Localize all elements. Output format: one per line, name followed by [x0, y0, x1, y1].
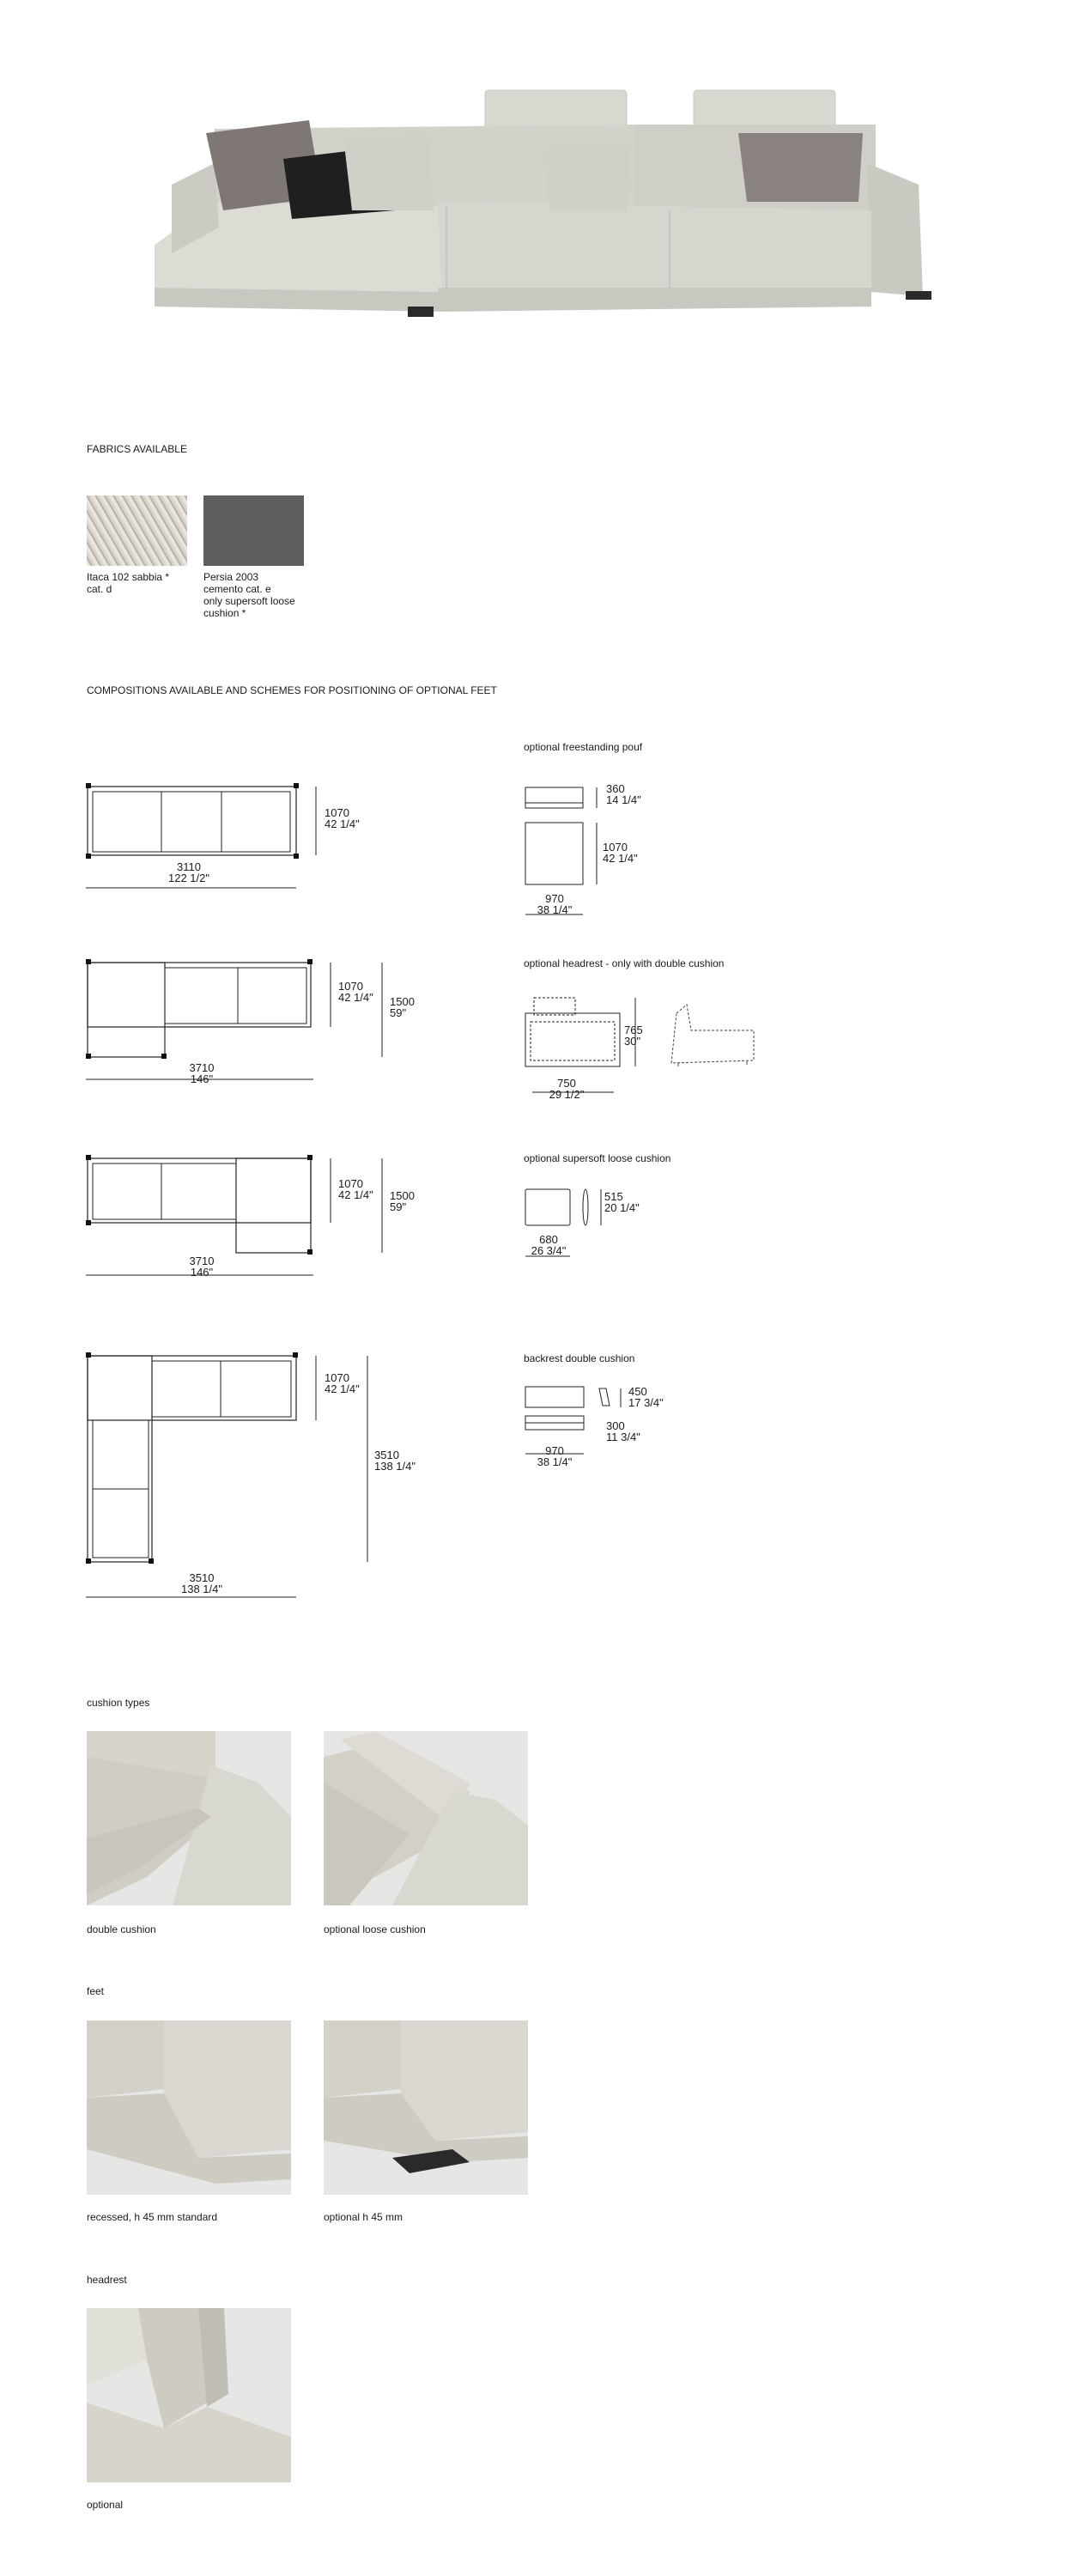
cushion-types-heading: cushion types — [87, 1697, 150, 1709]
recessed-feet-photo — [87, 2020, 291, 2195]
pouf-height: 360 14 1/4" — [606, 782, 641, 806]
composition-3-depth-total: 1500 59" — [390, 1189, 415, 1213]
composition-2-depth: 1070 42 1/4" — [338, 980, 373, 1004]
loose-cushion-height: 515 20 1/4" — [604, 1190, 640, 1214]
pouf-width: 970 38 1/4" — [537, 892, 573, 916]
optional-feet-caption: optional h 45 mm — [324, 2211, 403, 2223]
loose-cushion-width: 680 26 3/4" — [531, 1233, 567, 1257]
composition-2-diagram — [86, 959, 412, 1088]
headrest-heading: headrest — [87, 2274, 127, 2286]
optional-feet-photo — [324, 2020, 528, 2195]
loose-cushion-title: optional supersoft loose cushion — [524, 1152, 671, 1164]
composition-3-diagram — [86, 1155, 412, 1284]
double-cushion-photo — [87, 1731, 291, 1905]
fabric-label-itaca: Itaca 102 sabbia * cat. d — [87, 571, 170, 595]
pouf-depth: 1070 42 1/4" — [603, 841, 638, 865]
headrest-width: 750 29 1/2" — [549, 1077, 585, 1101]
fabric-label-persia: Persia 2003 cemento cat. e only supersoft loose cushion * — [203, 571, 295, 619]
fabric-swatch-persia[interactable] — [203, 495, 304, 566]
composition-3-depth: 1070 42 1/4" — [338, 1177, 373, 1201]
fabrics-heading: FABRICS AVAILABLE — [87, 443, 187, 455]
composition-1-depth: 1070 42 1/4" — [325, 806, 360, 830]
composition-1-width: 3110 122 1/2" — [168, 860, 209, 884]
backrest-height-2: 300 11 3/4" — [606, 1419, 640, 1443]
double-cushion-caption: double cushion — [87, 1923, 156, 1935]
pouf-title: optional freestanding pouf — [524, 741, 643, 753]
loose-cushion-photo — [324, 1731, 528, 1905]
compositions-heading: COMPOSITIONS AVAILABLE AND SCHEMES FOR POSITIONING OF OPTIONAL FEET — [87, 684, 497, 696]
feet-heading: feet — [87, 1985, 105, 1997]
backrest-width: 970 38 1/4" — [537, 1444, 573, 1468]
backrest-height-1: 450 17 3/4" — [628, 1385, 664, 1409]
headrest-height: 765 30" — [624, 1024, 643, 1048]
recessed-feet-caption: recessed, h 45 mm standard — [87, 2211, 218, 2223]
composition-2-width: 3710 146" — [189, 1061, 215, 1085]
composition-2-depth-total: 1500 59" — [390, 995, 415, 1019]
headrest-title: optional headrest - only with double cushion — [524, 957, 725, 969]
backrest-title: backrest double cushion — [524, 1352, 635, 1364]
fabric-swatch-itaca[interactable] — [87, 495, 187, 566]
headrest-photo — [87, 2308, 291, 2482]
composition-4-width: 3510 138 1/4" — [181, 1571, 222, 1595]
loose-cushion-caption: optional loose cushion — [324, 1923, 426, 1935]
composition-1-diagram — [86, 783, 412, 895]
composition-3-width: 3710 146" — [189, 1255, 215, 1279]
composition-4-depth: 1070 42 1/4" — [325, 1371, 360, 1395]
composition-4-depth-total: 3510 138 1/4" — [374, 1449, 416, 1473]
headrest-caption: optional — [87, 2499, 124, 2511]
hero-sofa-image — [146, 82, 936, 305]
